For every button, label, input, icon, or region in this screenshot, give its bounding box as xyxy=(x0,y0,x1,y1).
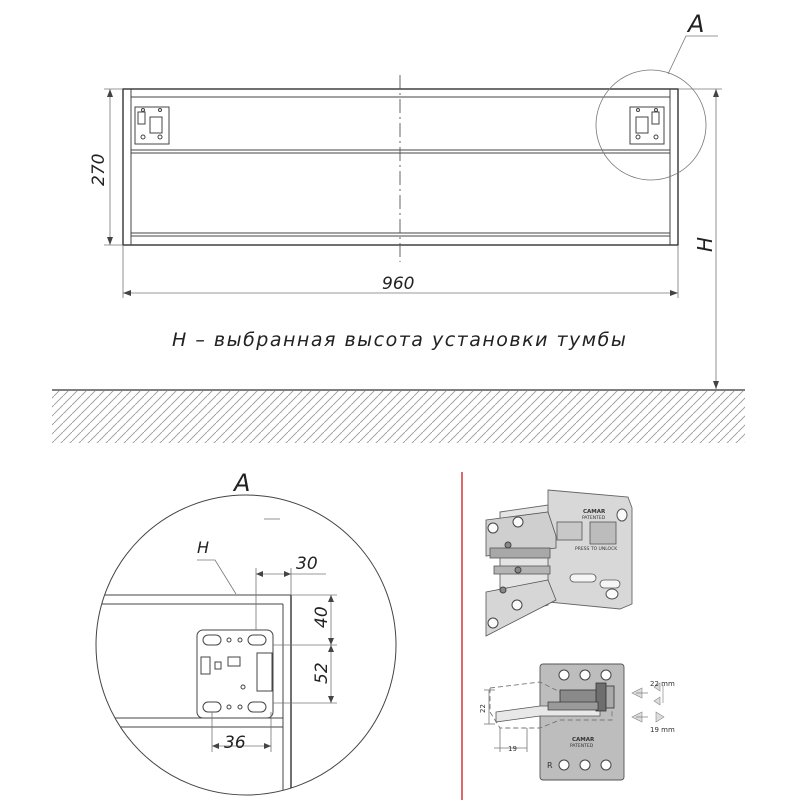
install-height-dimension xyxy=(678,89,722,389)
svg-text:22 mm: 22 mm xyxy=(650,680,675,688)
floor-hatching xyxy=(52,391,745,443)
detail-a-title: A xyxy=(234,469,251,497)
svg-text:30: 30 xyxy=(296,554,318,574)
detail-a-circle xyxy=(596,70,706,180)
width-value: 960 xyxy=(382,274,415,294)
adjust-arrows xyxy=(632,683,664,722)
height-value: 270 xyxy=(89,153,109,186)
cabinet-outline xyxy=(123,89,678,245)
mechanism-side-view xyxy=(479,664,675,780)
detail-bracket xyxy=(197,630,273,718)
height-dimension xyxy=(89,89,123,245)
right-hanger-bracket xyxy=(630,107,664,144)
svg-text:PATENTED: PATENTED xyxy=(570,744,594,749)
svg-text:36: 36 xyxy=(224,733,246,753)
left-hanger-bracket xyxy=(135,107,169,144)
svg-text:PATENTED: PATENTED xyxy=(582,516,606,521)
detail-a-boundary xyxy=(96,495,396,795)
svg-text:52: 52 xyxy=(312,662,332,684)
svg-text:19 mm: 19 mm xyxy=(650,726,675,734)
bracket-illustration xyxy=(486,490,632,636)
height-caption: H – выбранная высота установки тумбы xyxy=(172,329,628,351)
detail-a-view xyxy=(90,469,396,800)
svg-text:22: 22 xyxy=(479,704,487,713)
svg-text:PRESS TO UNLOCK: PRESS TO UNLOCK xyxy=(575,547,618,552)
svg-text:19: 19 xyxy=(508,745,517,753)
width-dimension xyxy=(123,245,678,298)
detail-a-callout: A xyxy=(688,10,705,38)
svg-text:R: R xyxy=(547,761,553,770)
svg-text:40: 40 xyxy=(312,606,332,628)
install-height-marker: H xyxy=(693,236,717,252)
svg-text:CAMAR: CAMAR xyxy=(583,509,606,515)
svg-text:CAMAR: CAMAR xyxy=(572,737,595,743)
detail-h-marker: H xyxy=(197,538,210,557)
cabinet-elevation xyxy=(52,10,745,443)
